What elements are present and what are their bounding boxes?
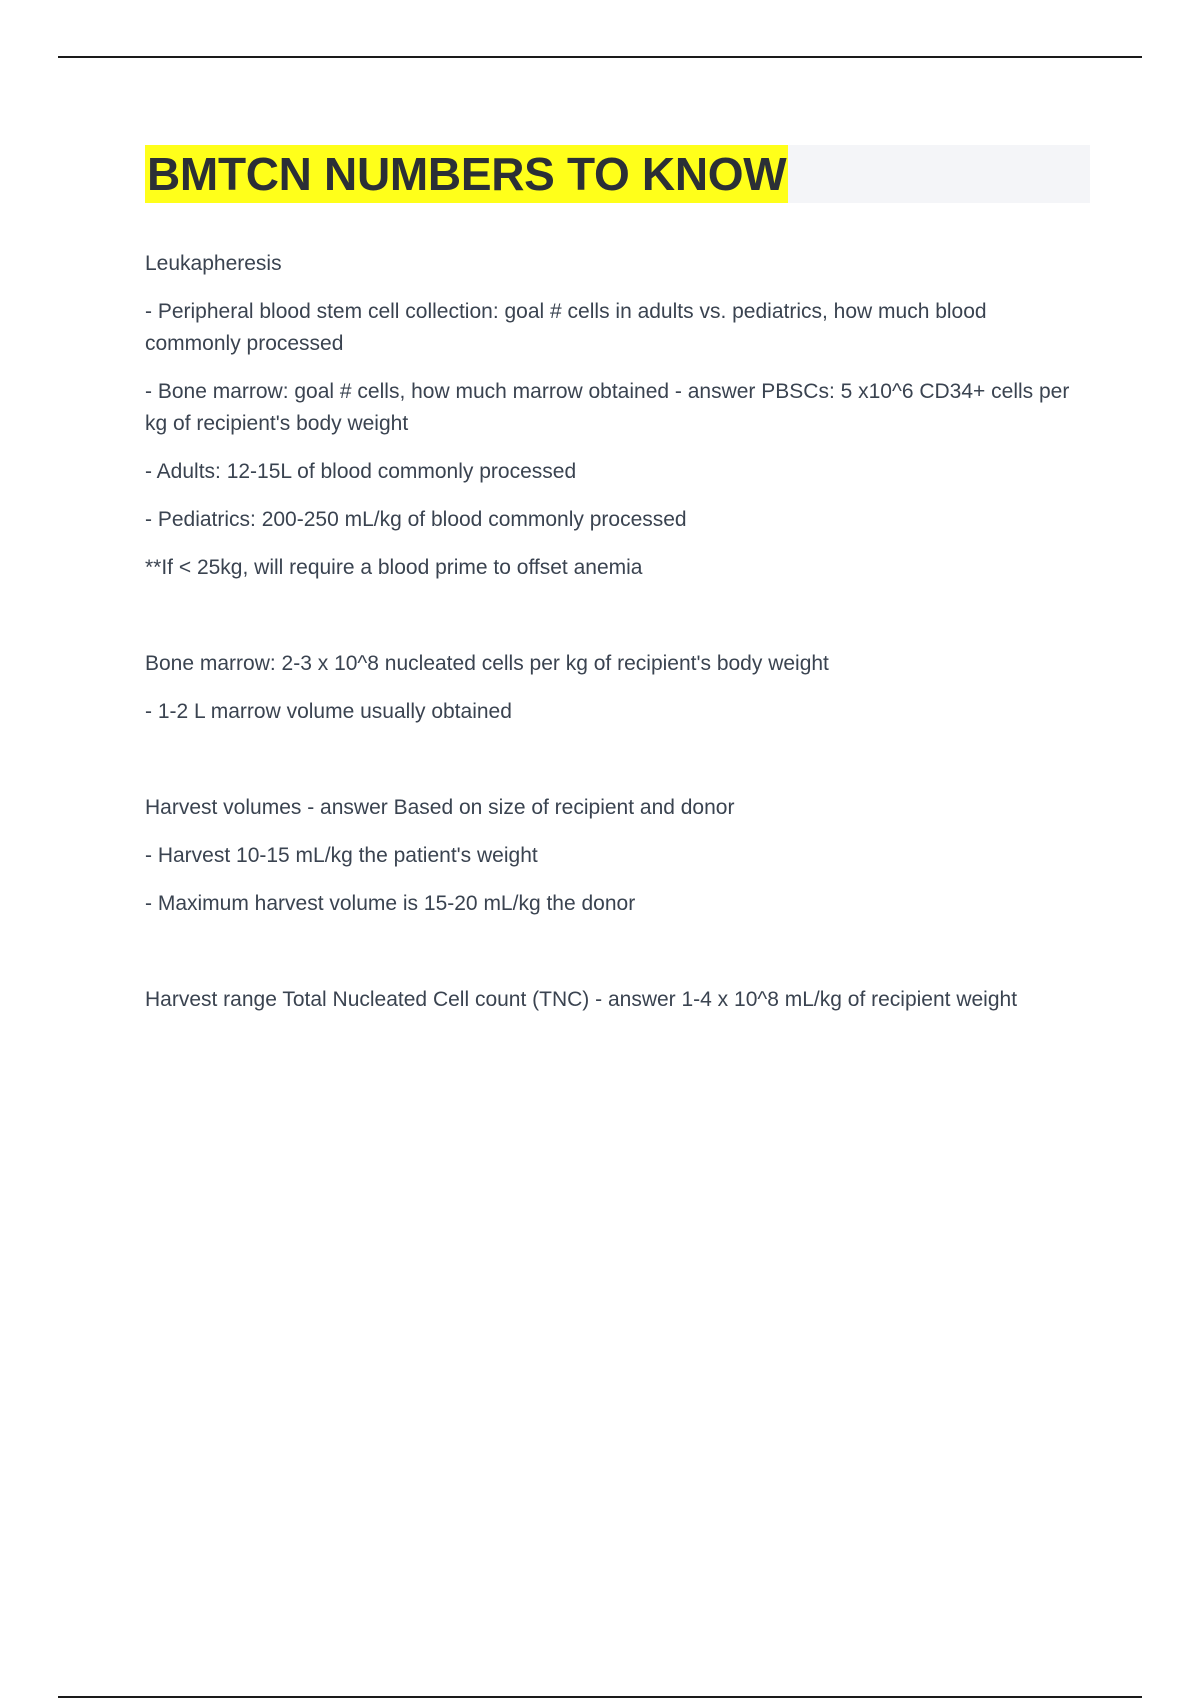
page-title: BMTCN NUMBERS TO KNOW [145,145,788,203]
bottom-rule [58,1696,1142,1698]
list-item: - Adults: 12-15L of blood commonly processed [145,460,577,483]
list-item: - Harvest 10-15 mL/kg the patient's weight [145,844,538,867]
section-bone-marrow [145,648,1075,728]
list-item: - Pediatrics: 200-250 mL/kg of blood commonly processed [145,508,687,531]
section-spacer [145,744,1075,792]
section-heading: Harvest range Total Nucleated Cell count (TNC) - answer 1-4 x 10^8 mL/kg of recipient weight [145,988,1018,1011]
section-leukapheresis [145,248,1075,584]
section-harvest-volumes [145,792,1075,920]
section-heading: Leukapheresis [145,252,282,275]
list-item: - 1-2 L marrow volume usually obtained [145,700,512,723]
section-spacer [145,600,1075,648]
section-heading: Bone marrow: 2-3 x 10^8 nucleated cells per kg of recipient's body weight [145,652,829,675]
section-heading: Harvest volumes - answer Based on size of recipient and donor [145,796,735,819]
list-item: - Bone marrow: goal # cells, how much marrow obtained - answer PBSCs: 5 x10^6 CD34+ cells per kg of recipient's body weight [145,380,1070,435]
list-item: - Peripheral blood stem cell collection: goal # cells in adults vs. pediatrics, how much blood commonly processed [145,300,987,355]
note: **If < 25kg, will require a blood prime to offset anemia [145,556,643,579]
top-rule [58,56,1142,58]
document-body [145,248,1075,1032]
section-spacer [145,936,1075,984]
list-item: - Maximum harvest volume is 15-20 mL/kg the donor [145,892,636,915]
section-harvest-range [145,984,1075,1016]
